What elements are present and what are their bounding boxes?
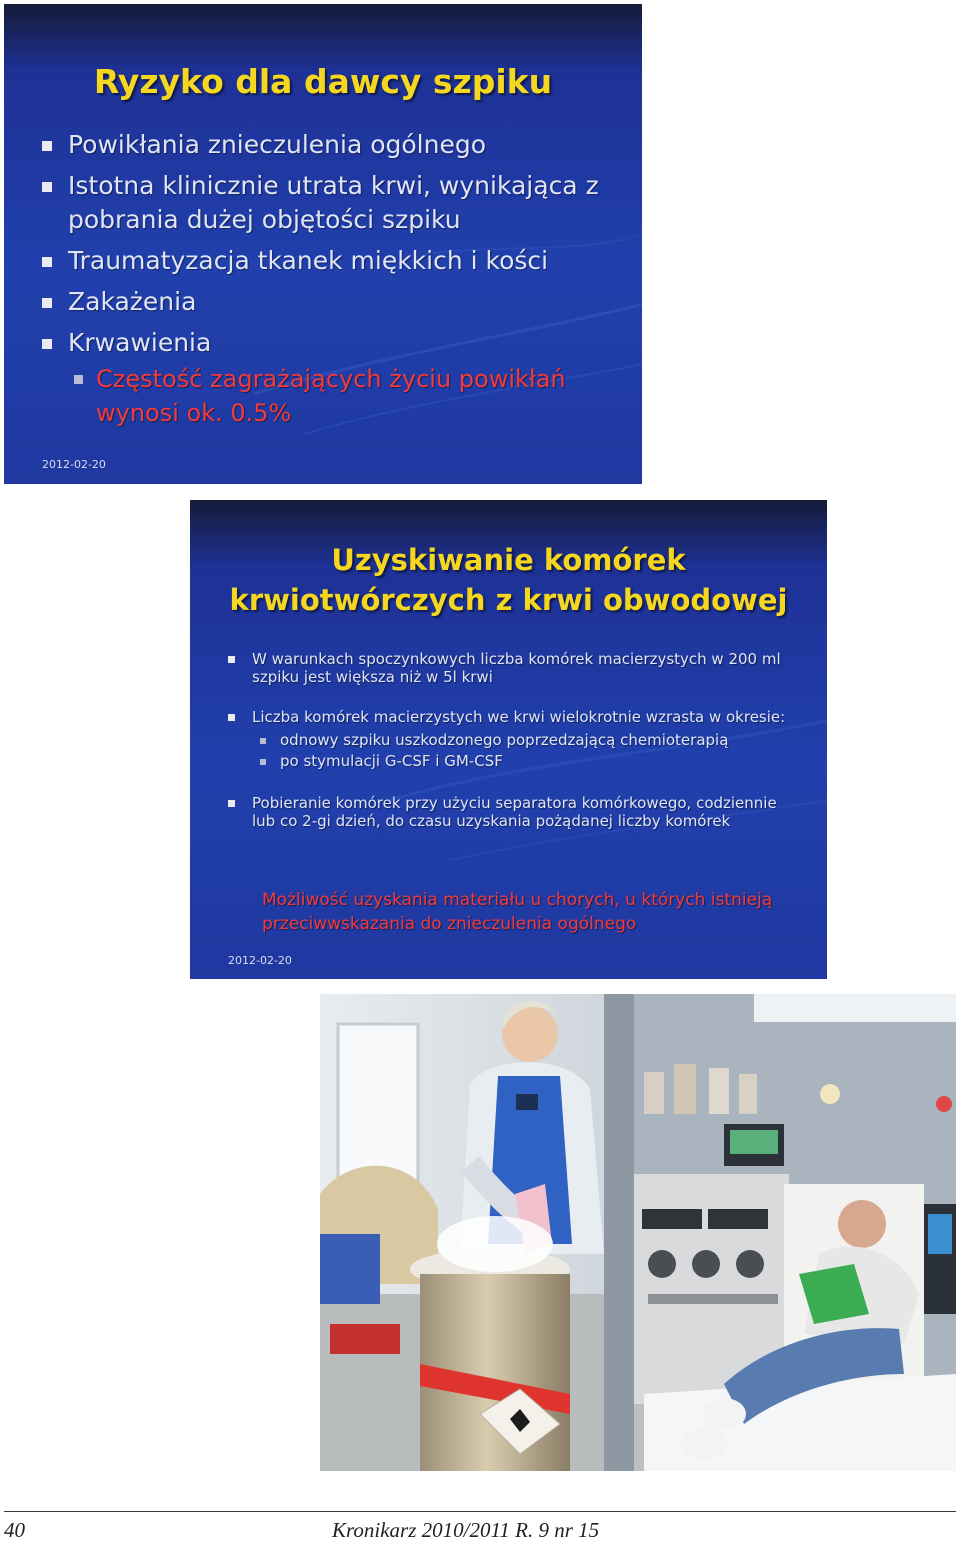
slide-title bbox=[190, 540, 827, 620]
bullet-item: W warunkach spoczynkowych liczba komórek macierzystych w 200 ml szpiku jest większa niż w 5l krwi bbox=[228, 650, 788, 686]
bullet-list bbox=[228, 650, 788, 852]
sub-bullet-list bbox=[74, 362, 622, 430]
page-number: 40 bbox=[4, 1518, 25, 1542]
sub-bullet-item-complication-rate: Częstość zagrażających życiu powikłań wynosi ok. 0.5% bbox=[74, 362, 622, 430]
slide-title-line: Uzyskiwanie komórek bbox=[331, 543, 686, 577]
bullet-item: Powikłania znieczulenia ogólnego bbox=[42, 128, 622, 162]
slide-date: 2012-02-20 bbox=[228, 954, 292, 967]
bullet-item-label: Liczba komórek macierzystych we krwi wielokrotnie wzrasta w okresie: bbox=[252, 708, 786, 726]
journal-title: Kronikarz 2010/2011 R. 9 nr 15 bbox=[332, 1518, 600, 1542]
slide-marrow-donor-risk bbox=[4, 4, 642, 484]
photo-apheresis-patient bbox=[604, 994, 956, 1471]
photo-lab-cryostorage-illustration bbox=[320, 994, 604, 1471]
bullet-list bbox=[42, 128, 622, 437]
red-note: Możliwość uzyskania materiału u chorych, u których istnieją przeciwwskazania do znieczulenia ogólnego bbox=[262, 890, 773, 934]
bullet-item-label: Krwawienia bbox=[68, 328, 212, 357]
bullet-item: Zakażenia bbox=[42, 285, 622, 319]
slide-peripheral-blood-stem-cells bbox=[190, 500, 827, 979]
bullet-item-bleeding bbox=[42, 326, 622, 430]
bullet-item-stem-cell-increase bbox=[228, 708, 788, 772]
bullet-item: Traumatyzacja tkanek miękkich i kości bbox=[42, 244, 622, 278]
slide-date: 2012-02-20 bbox=[42, 458, 106, 471]
sub-bullet-item: po stymulacji G-CSF i GM-CSF bbox=[252, 751, 788, 772]
photo-apheresis-patient-illustration bbox=[604, 994, 956, 1471]
slide-title-line: krwiotwórczych z krwi obwodowej bbox=[229, 583, 788, 617]
photo-lab-cryostorage bbox=[320, 994, 604, 1471]
slide-title: Ryzyko dla dawcy szpiku bbox=[93, 62, 553, 101]
sub-bullet-item: odnowy szpiku uszkodzonego poprzedzającą chemioterapią bbox=[252, 730, 788, 751]
bullet-item: Pobieranie komórek przy użyciu separatora komórkowego, codziennie lub co 2-gi dzień, do czasu uzyskania pożądanej liczby komórek bbox=[228, 794, 788, 830]
sub-bullet-list bbox=[252, 730, 788, 772]
bullet-item: Istotna klinicznie utrata krwi, wynikająca z pobrania dużej objętości szpiku bbox=[42, 169, 622, 237]
footer-divider bbox=[4, 1511, 956, 1512]
